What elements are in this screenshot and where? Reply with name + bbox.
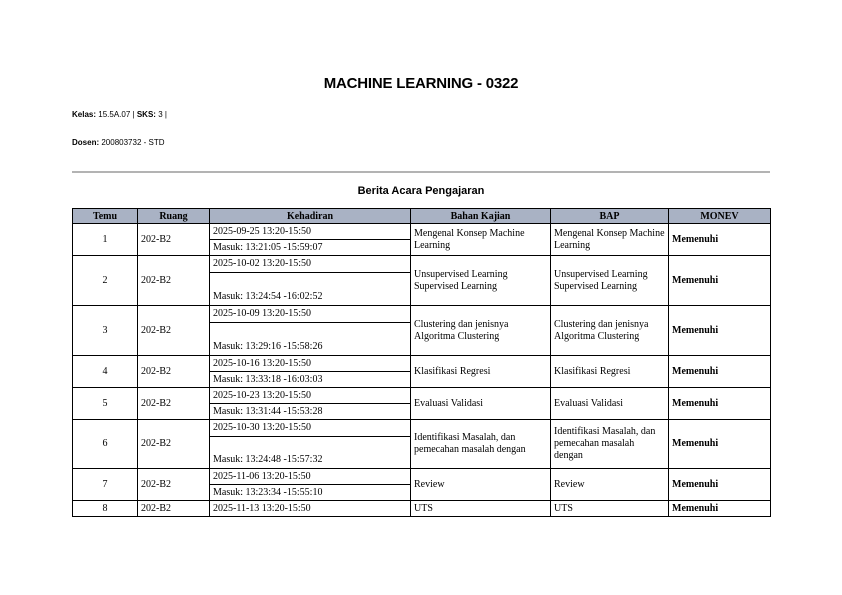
jadwal-text: 2025-09-25 13:20-15:50 <box>210 224 410 240</box>
bap-cell: Mengenal Konsep Machine Learning <box>551 224 669 256</box>
bahan-kajian-cell: Mengenal Konsep Machine Learning <box>411 224 551 256</box>
masuk-text: Masuk: 13:23:34 -15:55:10 <box>213 487 323 498</box>
temu-cell: 4 <box>73 356 138 388</box>
kelas-value: 15.5A.07 <box>98 110 131 119</box>
bahan-kajian-cell: Evaluasi Validasi <box>411 388 551 420</box>
monev-cell: Memenuhi <box>669 501 771 517</box>
masuk-text <box>210 437 410 468</box>
separator: | <box>164 110 167 119</box>
temu-cell: 5 <box>73 388 138 420</box>
bap-cell: Evaluasi Validasi <box>551 388 669 420</box>
bap-cell: Identifikasi Masalah, dan pemecahan masalah dengan <box>551 420 669 469</box>
bap-cell: Klasifikasi Regresi <box>551 356 669 388</box>
temu-cell: 2 <box>73 256 138 306</box>
sks-label: SKS: <box>136 110 156 119</box>
temu-cell: 8 <box>73 501 138 517</box>
masuk-text <box>210 273 410 305</box>
jadwal-text: 2025-10-09 13:20-15:50 <box>210 306 410 323</box>
temu-cell: 3 <box>73 306 138 356</box>
masuk-value: Masuk: 13:29:16 -15:58:26 <box>213 341 323 352</box>
separator: | <box>132 110 135 119</box>
jadwal-text: 2025-10-16 13:20-15:50 <box>210 356 410 372</box>
kehadiran-cell <box>210 306 411 356</box>
header-monev: MONEV <box>669 209 771 224</box>
table-row <box>73 420 771 469</box>
table-row <box>73 306 771 356</box>
header-ruang: Ruang <box>138 209 210 224</box>
kehadiran-cell <box>210 224 411 256</box>
masuk-text: Masuk: 13:31:44 -15:53:28 <box>213 406 323 417</box>
ruang-cell: 202-B2 <box>138 501 210 517</box>
bap-cell: Clustering dan jenisnya Algoritma Clustering <box>551 306 669 356</box>
bahan-kajian-cell: Unsupervised Learning Supervised Learning <box>411 256 551 306</box>
monev-cell: Memenuhi <box>669 469 771 501</box>
kehadiran-cell <box>210 256 411 306</box>
ruang-cell: 202-B2 <box>138 356 210 388</box>
bahan-kajian-cell: Klasifikasi Regresi <box>411 356 551 388</box>
kehadiran-cell: 2025-11-13 13:20-15:50 <box>210 501 411 517</box>
temu-cell: 7 <box>73 469 138 501</box>
kelas-label: Kelas: <box>72 110 97 119</box>
header-bap: BAP <box>551 209 669 224</box>
dosen-line <box>72 138 165 147</box>
ruang-cell: 202-B2 <box>138 224 210 256</box>
kehadiran-cell <box>210 356 411 388</box>
ruang-cell: 202-B2 <box>138 420 210 469</box>
bahan-kajian-cell: UTS <box>411 501 551 517</box>
jadwal-text: 2025-10-30 13:20-15:50 <box>210 420 410 437</box>
temu-cell: 1 <box>73 224 138 256</box>
berita-acara-table <box>72 208 771 517</box>
monev-cell: Memenuhi <box>669 420 771 469</box>
sks-value: 3 <box>158 110 163 119</box>
bap-cell: UTS <box>551 501 669 517</box>
masuk-text: Masuk: 13:21:05 -15:59:07 <box>213 242 323 253</box>
ruang-cell: 202-B2 <box>138 306 210 356</box>
jadwal-text: 2025-10-23 13:20-15:50 <box>210 388 410 404</box>
monev-cell: Memenuhi <box>669 256 771 306</box>
header-temu: Temu <box>73 209 138 224</box>
section-title: Berita Acara Pengajaran <box>357 185 485 197</box>
bahan-kajian-cell: Review <box>411 469 551 501</box>
temu-cell: 6 <box>73 420 138 469</box>
masuk-text <box>210 323 410 355</box>
monev-cell: Memenuhi <box>669 224 771 256</box>
monev-cell: Memenuhi <box>669 306 771 356</box>
jadwal-text: 2025-11-06 13:20-15:50 <box>210 469 410 485</box>
header-bahan-kajian: Bahan Kajian <box>411 209 551 224</box>
table-row <box>73 356 771 388</box>
monev-cell: Memenuhi <box>669 388 771 420</box>
jadwal-text: 2025-10-02 13:20-15:50 <box>210 256 410 273</box>
kehadiran-cell <box>210 420 411 469</box>
table-row <box>73 224 771 256</box>
bap-cell: Unsupervised Learning Supervised Learning <box>551 256 669 306</box>
bap-cell: Review <box>551 469 669 501</box>
horizontal-rule <box>72 171 770 173</box>
kehadiran-cell <box>210 388 411 420</box>
kelas-line <box>72 110 167 119</box>
masuk-value: Masuk: 13:24:48 -15:57:32 <box>213 454 323 465</box>
bahan-kajian-cell: Identifikasi Masalah, dan pemecahan masalah dengan <box>411 420 551 469</box>
table-row <box>73 501 771 517</box>
dosen-label: Dosen: <box>72 138 100 147</box>
masuk-value: Masuk: 13:24:54 -16:02:52 <box>213 291 323 302</box>
table-row <box>73 388 771 420</box>
table-row <box>73 469 771 501</box>
ruang-cell: 202-B2 <box>138 469 210 501</box>
header-kehadiran: Kehadiran <box>210 209 411 224</box>
kehadiran-cell <box>210 469 411 501</box>
table-row <box>73 256 771 306</box>
table-header-row <box>73 209 771 224</box>
dosen-value: 200803732 - STD <box>101 138 165 147</box>
ruang-cell: 202-B2 <box>138 388 210 420</box>
document-title: MACHINE LEARNING - 0322 <box>323 75 519 92</box>
bahan-kajian-cell: Clustering dan jenisnya Algoritma Clustering <box>411 306 551 356</box>
masuk-text: Masuk: 13:33:18 -16:03:03 <box>213 374 323 385</box>
monev-cell: Memenuhi <box>669 356 771 388</box>
ruang-cell: 202-B2 <box>138 256 210 306</box>
